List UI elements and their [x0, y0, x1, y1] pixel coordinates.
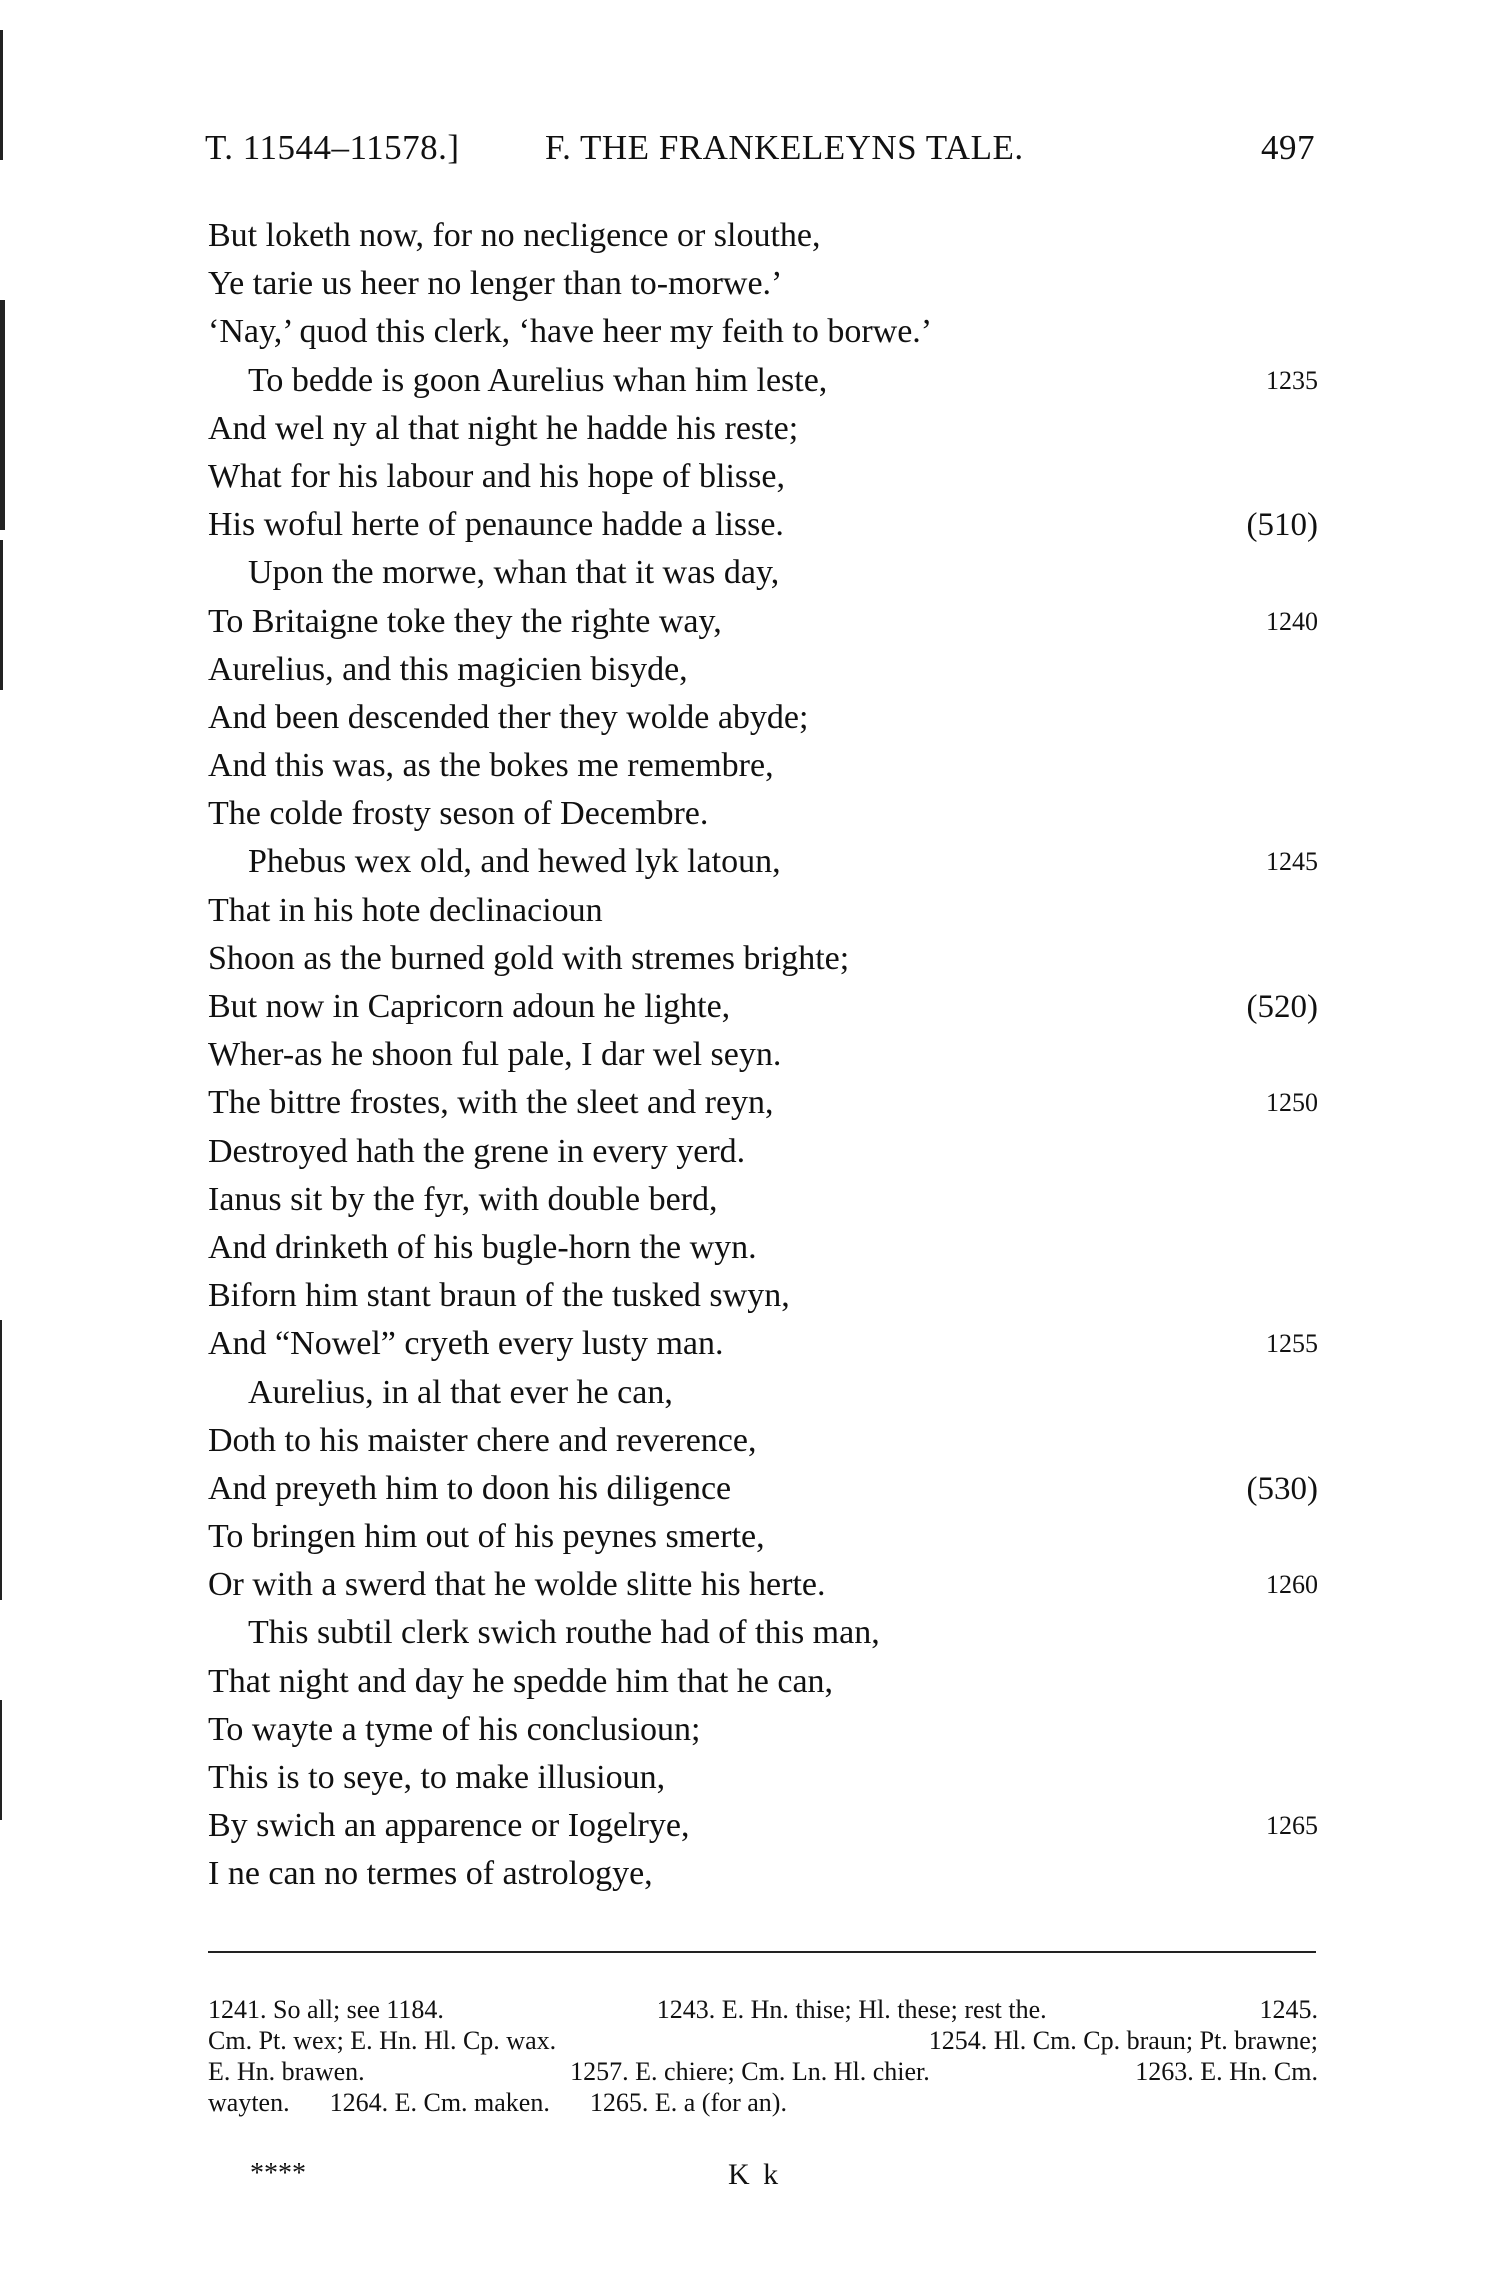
verse-text: This subtil clerk swich routhe had of this man,: [248, 1614, 880, 1652]
line-number: 1245: [1266, 847, 1318, 877]
verse-line: [208, 308, 1318, 356]
scan-edge-mark: [0, 1700, 2, 1820]
verse-text: And drinketh of his bugle-horn the wyn.: [208, 1228, 757, 1266]
verse-text: By swich an apparence or Iogelrye,: [208, 1807, 690, 1845]
verse-text: Or with a swerd that he wolde slitte his herte.: [208, 1566, 826, 1604]
verse-line: [208, 357, 1318, 405]
verse-line: [208, 983, 1318, 1031]
verse-line: [208, 1802, 1318, 1850]
verse-text: To bringen him out of his peynes smerte,: [208, 1518, 765, 1556]
running-header: [205, 128, 1315, 178]
footnote-line: [208, 1994, 1318, 2025]
scan-edge-mark: [0, 1320, 2, 1600]
footnote-divider: [208, 1951, 1316, 1953]
footnote-entry: 1265. E. a (for an).: [589, 2088, 787, 2117]
signature-stars: ****: [250, 2158, 306, 2189]
verse-line: [208, 935, 1318, 983]
footnote-entry: 1263. E. Hn. Cm.: [1135, 2057, 1318, 2086]
signature-line: [250, 2158, 950, 2198]
verse-line: [208, 1128, 1318, 1176]
line-number: (510): [1246, 507, 1318, 544]
footnote-line: [208, 2056, 1318, 2087]
scan-edge-mark: [0, 540, 3, 690]
verse-line: [208, 1513, 1318, 1561]
verse-text: Wher-as he shoon ful pale, I dar wel seyn.: [208, 1036, 782, 1074]
verse-text: And “Nowel” cryeth every lusty man.: [208, 1325, 724, 1363]
verse-line: [208, 405, 1318, 453]
verse-line: [208, 1561, 1318, 1609]
footnote-entry: E. Hn. brawen.: [208, 2057, 365, 2086]
line-number: 1265: [1266, 1811, 1318, 1841]
line-number: (530): [1246, 1470, 1318, 1507]
footnote-entry: Cm. Pt. wex; E. Hn. Hl. Cp. wax.: [208, 2026, 557, 2055]
verse-line: [208, 1465, 1318, 1513]
verse-line: [208, 1754, 1318, 1802]
scan-edge-mark: [0, 30, 3, 160]
verse-line: [208, 1272, 1318, 1320]
line-number: 1235: [1266, 365, 1318, 395]
verse-text: To Britaigne toke they the righte way,: [208, 602, 722, 640]
verse-line: [208, 260, 1318, 308]
verse-line: [208, 1320, 1318, 1368]
page-title: F. THE FRANKELEYNS TALE.: [545, 128, 1024, 167]
footnote-entry: 1264. E. Cm. maken.: [329, 2088, 550, 2117]
verse-text: But now in Capricorn adoun he lighte,: [208, 988, 731, 1025]
verse-text: Aurelius, and this magicien bisyde,: [208, 650, 688, 688]
verse-line: [208, 501, 1318, 549]
verse-line: [208, 1176, 1318, 1224]
verse-text: Shoon as the burned gold with stremes brighte;: [208, 939, 850, 977]
line-reference: T. 11544–11578.]: [205, 128, 460, 167]
scan-edge-mark: [0, 300, 5, 530]
verse-text: His woful herte of penaunce hadde a lisse.: [208, 506, 784, 544]
verse-text: Doth to his maister chere and reverence,: [208, 1421, 757, 1459]
verse-line: [208, 742, 1318, 790]
verse-line: [208, 1609, 1318, 1657]
verse-line: [208, 694, 1318, 742]
verse-line: [208, 790, 1318, 838]
verse-text: Ye tarie us heer no lenger than to-morwe.’: [208, 265, 783, 303]
line-number: 1260: [1266, 1570, 1318, 1600]
verse-text: To wayte a tyme of his conclusioun;: [208, 1710, 701, 1748]
verse-line: [208, 1031, 1318, 1079]
verse-line: [208, 1850, 1318, 1898]
verse-line: [208, 1417, 1318, 1465]
verse-text: This is to seye, to make illusioun,: [208, 1759, 666, 1796]
footnote-entry: wayten.: [208, 2088, 290, 2117]
verse-text: But loketh now, for no necligence or slouthe,: [208, 217, 821, 254]
verse-text: Upon the morwe, whan that it was day,: [248, 554, 780, 592]
footnote-line: [208, 2025, 1318, 2056]
verse-text: That night and day he spedde him that he can,: [208, 1662, 834, 1700]
page-number: 497: [1261, 128, 1315, 167]
verse-text: Ianus sit by the fyr, with double berd,: [208, 1180, 718, 1218]
verse-text: Phebus wex old, and hewed lyk latoun,: [248, 843, 781, 881]
verse-text: And wel ny al that night he hadde his reste;: [208, 409, 799, 447]
footnote-entry: 1241. So all; see 1184.: [208, 1995, 444, 2024]
signature-mark: K k: [728, 2158, 782, 2191]
verse-text: The colde frosty seson of Decembre.: [208, 795, 709, 833]
footnote-entry: 1254. Hl. Cm. Cp. braun; Pt. brawne;: [928, 2026, 1318, 2055]
verse-line: [208, 1224, 1318, 1272]
verse-text: And this was, as the bokes me remembre,: [208, 747, 774, 785]
verse-text: The bittre frostes, with the sleet and reyn,: [208, 1084, 774, 1122]
verse-line: [208, 646, 1318, 694]
line-number: (520): [1246, 989, 1318, 1025]
verse-text: And preyeth him to doon his diligence: [208, 1469, 732, 1507]
line-number: 1250: [1266, 1088, 1318, 1118]
footnotes: [208, 1994, 1318, 2118]
verse-block: [208, 212, 1318, 1899]
verse-line: [208, 598, 1318, 646]
verse-line: [208, 1706, 1318, 1754]
verse-line: [208, 1079, 1318, 1127]
verse-text: Destroyed hath the grene in every yerd.: [208, 1132, 746, 1170]
footnote-entry: 1245.: [1259, 1995, 1318, 2024]
verse-line: [208, 1369, 1318, 1417]
footnote-line: [208, 2087, 1318, 2118]
verse-line: [208, 212, 1318, 260]
verse-text: And been descended ther they wolde abyde;: [208, 698, 809, 736]
verse-text: Biforn him stant braun of the tusked swyn,: [208, 1277, 790, 1315]
verse-text: What for his labour and his hope of blisse,: [208, 457, 785, 495]
line-number: 1255: [1266, 1329, 1318, 1359]
verse-line: [208, 887, 1318, 935]
verse-line: [208, 838, 1318, 886]
verse-text: ‘Nay,’ quod this clerk, ‘have heer my feith to borwe.’: [208, 313, 933, 351]
verse-text: That in his hote declinacioun: [208, 891, 603, 929]
footnote-entry: 1257. E. chiere; Cm. Ln. Hl. chier.: [570, 2057, 930, 2086]
verse-text: To bedde is goon Aurelius whan him leste,: [248, 361, 828, 399]
verse-text: Aurelius, in al that ever he can,: [248, 1373, 673, 1411]
footnote-entry: 1243. E. Hn. thise; Hl. these; rest the.: [656, 1995, 1047, 2024]
verse-line: [208, 549, 1318, 597]
line-number: 1240: [1266, 606, 1318, 636]
verse-line: [208, 1658, 1318, 1706]
verse-line: [208, 453, 1318, 501]
verse-text: I ne can no termes of astrologye,: [208, 1855, 653, 1893]
